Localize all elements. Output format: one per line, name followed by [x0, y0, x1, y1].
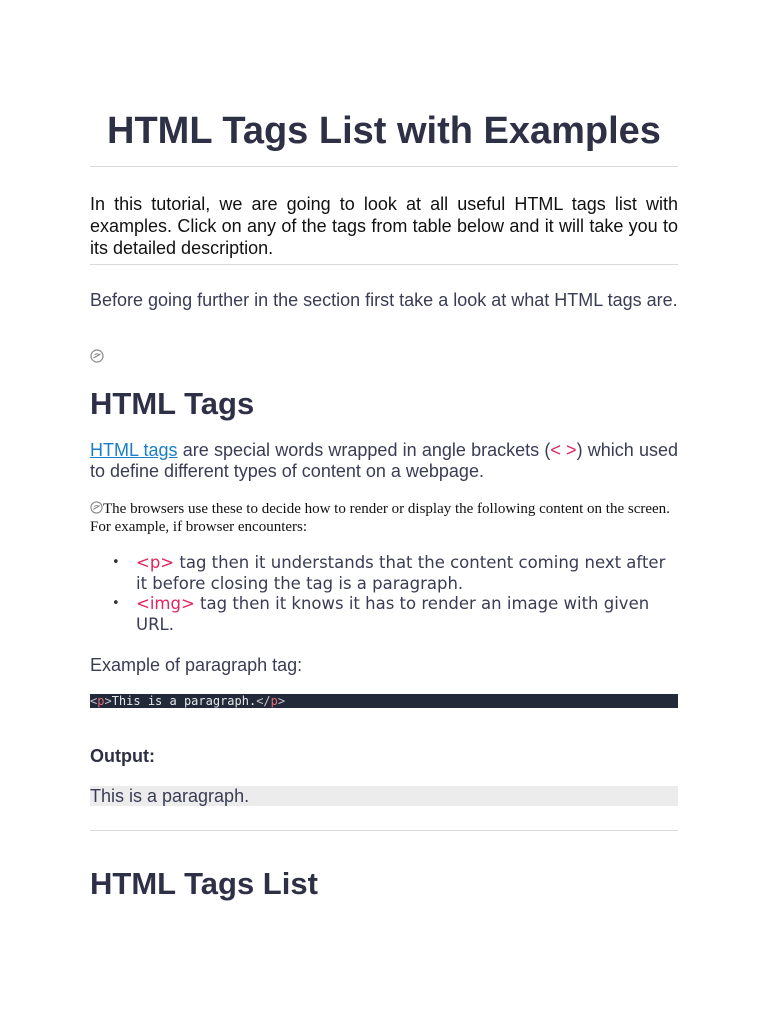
- list-item-text: tag then it knows it has to render an image with given URL.: [136, 594, 650, 634]
- list-item-tag: <p>: [136, 553, 175, 572]
- output-box: This is a paragraph.: [90, 786, 678, 806]
- code-gt-close: >: [277, 694, 286, 708]
- broken-image-icon: [90, 349, 104, 363]
- code-content: This is a paragraph.: [111, 694, 257, 708]
- desc-part-a: are special words wrapped in angle brackets (: [177, 440, 551, 460]
- list-item-text: tag then it understands that the content coming next after it before closing the tag is a paragraph.: [136, 553, 666, 593]
- code-lt: <: [90, 694, 98, 708]
- code-tag-open: p: [97, 694, 105, 708]
- example-label: Example of paragraph tag:: [90, 655, 303, 675]
- output-label: Output:: [90, 746, 155, 766]
- before-paragraph: Before going further in the section first take a look at what HTML tags are.: [90, 290, 678, 310]
- section-heading-html-tags: HTML Tags: [90, 386, 255, 421]
- code-block: [90, 694, 678, 708]
- tag-examples-list: [90, 553, 678, 635]
- title-divider: [90, 166, 678, 167]
- list-item: [90, 553, 678, 594]
- code-gt: >: [104, 694, 112, 708]
- code-tag-close: p: [270, 694, 278, 708]
- bullet-icon: •: [112, 596, 120, 611]
- section-divider: [90, 830, 678, 831]
- section-heading-html-tags-list: HTML Tags List: [90, 866, 318, 901]
- bullet-icon: •: [112, 555, 120, 570]
- html-tags-description: [90, 440, 678, 482]
- browsers-paragraph: [90, 500, 678, 536]
- angle-brackets: < >: [550, 440, 577, 460]
- html-tags-link[interactable]: HTML tags: [90, 440, 178, 460]
- list-item: [90, 594, 678, 635]
- broken-image-icon: [90, 501, 103, 514]
- intro-divider: [90, 264, 678, 265]
- list-item-tag: <img>: [136, 594, 195, 613]
- intro-paragraph: In this tutorial, we are going to look at all useful HTML tags list with examples. Click on any of the tags from table below and it will take you to its detailed description.: [90, 194, 678, 258]
- page-title: HTML Tags List with Examples: [107, 110, 661, 152]
- desc-part-b: ) which used to define different types of content on a webpage.: [90, 440, 679, 481]
- code-lt-close: </: [256, 694, 271, 708]
- browsers-text: The browsers use these to decide how to render or display the following content on the screen. For example, if browser encounters:: [90, 501, 670, 535]
